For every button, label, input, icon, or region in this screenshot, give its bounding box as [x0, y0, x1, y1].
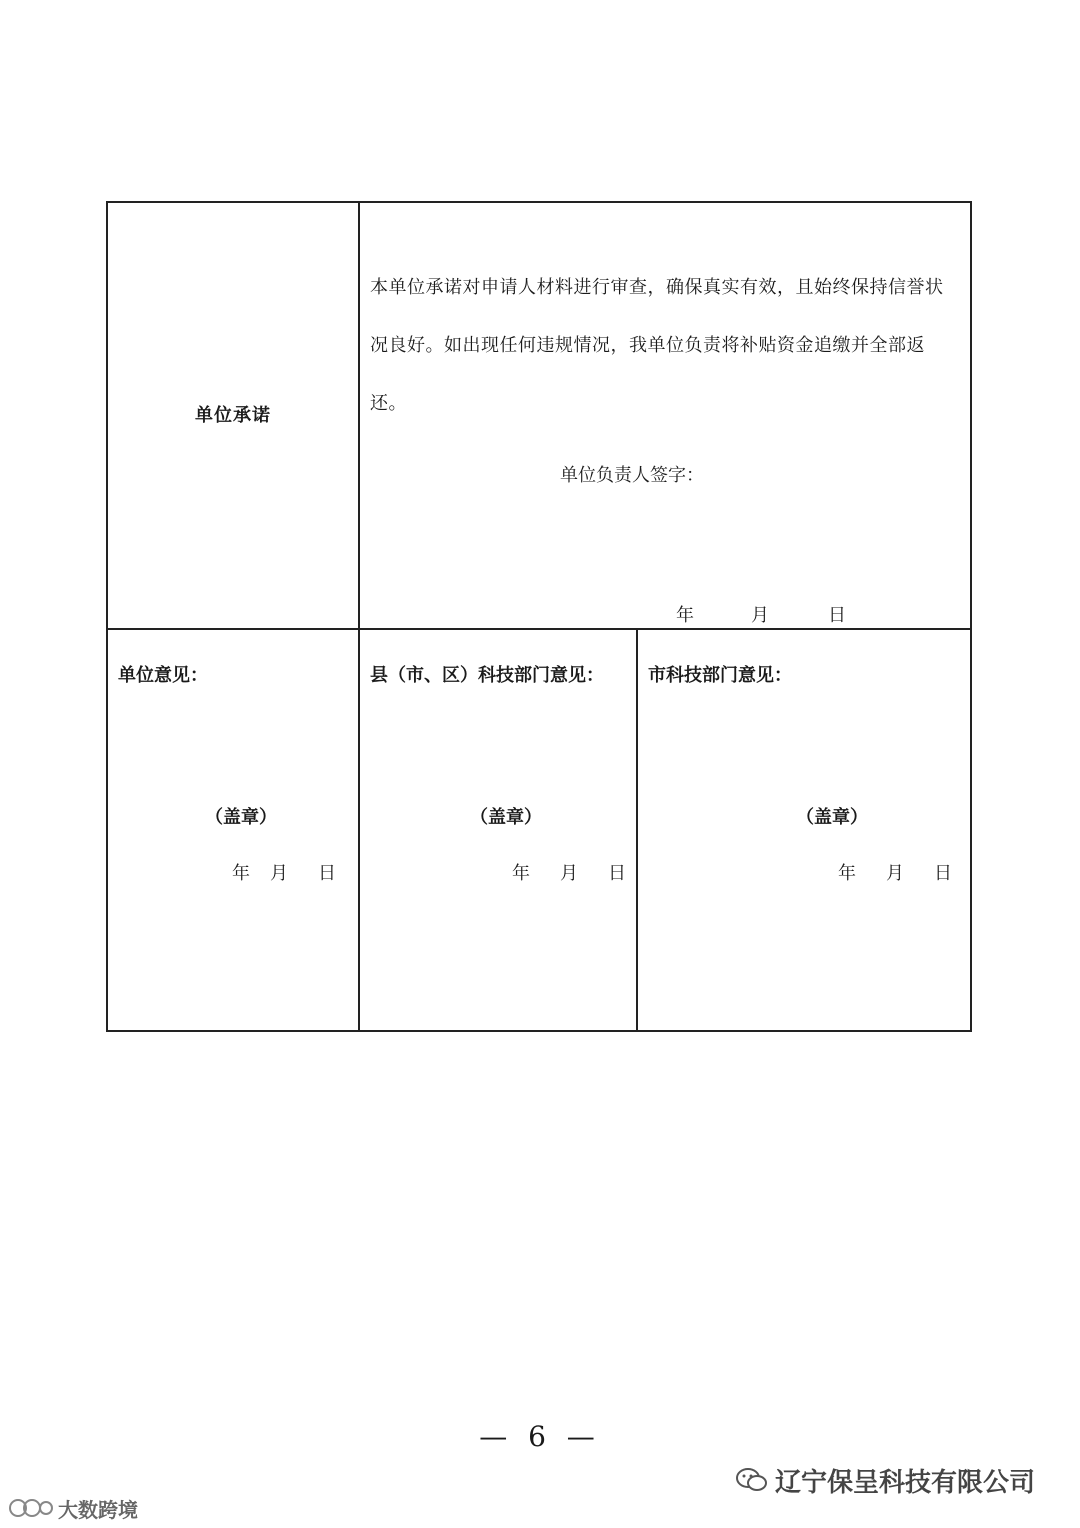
date-day: 日	[934, 863, 952, 884]
date-day: 日	[828, 605, 846, 626]
wechat-icon	[735, 1466, 769, 1494]
commitment-label: 单位承诺	[195, 405, 271, 426]
date-month: 月	[560, 863, 578, 884]
date-day: 日	[608, 863, 626, 884]
date-year: 年	[676, 605, 694, 626]
watermark-left-text: 大数跨境	[58, 1497, 138, 1522]
date-month: 月	[886, 863, 904, 884]
city-opinion-title: 市科技部门意见：	[648, 665, 792, 686]
signature-label: 单位负责人签字：	[560, 465, 704, 486]
watermark-left	[8, 1494, 138, 1522]
date-day: 日	[318, 863, 336, 884]
county-opinion-seal: （盖章）	[470, 807, 542, 828]
date-month: 月	[751, 605, 769, 626]
watermark-right-text: 辽宁保呈科技有限公司	[775, 1467, 1036, 1498]
unit-opinion-seal: （盖章）	[205, 807, 277, 828]
unit-opinion-title: 单位意见：	[118, 665, 208, 686]
date-month: 月	[270, 863, 288, 884]
city-opinion-seal: （盖章）	[796, 807, 868, 828]
county-opinion-title: 县（市、区）科技部门意见：	[370, 665, 604, 686]
chat-bubbles-icon	[8, 1497, 54, 1519]
commitment-text: 本单位承诺对申请人材料进行审查，确保真实有效，且始终保持信誉状况良好。如出现任何违规情况，我单位负责将补贴资金追缴并全部返还。	[370, 277, 944, 414]
date-year: 年	[512, 863, 530, 884]
page-number: — 6 —	[479, 1420, 601, 1453]
date-year: 年	[838, 863, 856, 884]
divider-vertical-2	[636, 628, 638, 1032]
divider-horizontal	[108, 628, 970, 630]
date-year: 年	[232, 863, 250, 884]
divider-vertical-1	[358, 203, 360, 1032]
watermark-right	[735, 1462, 1035, 1498]
form-table	[106, 201, 972, 1032]
